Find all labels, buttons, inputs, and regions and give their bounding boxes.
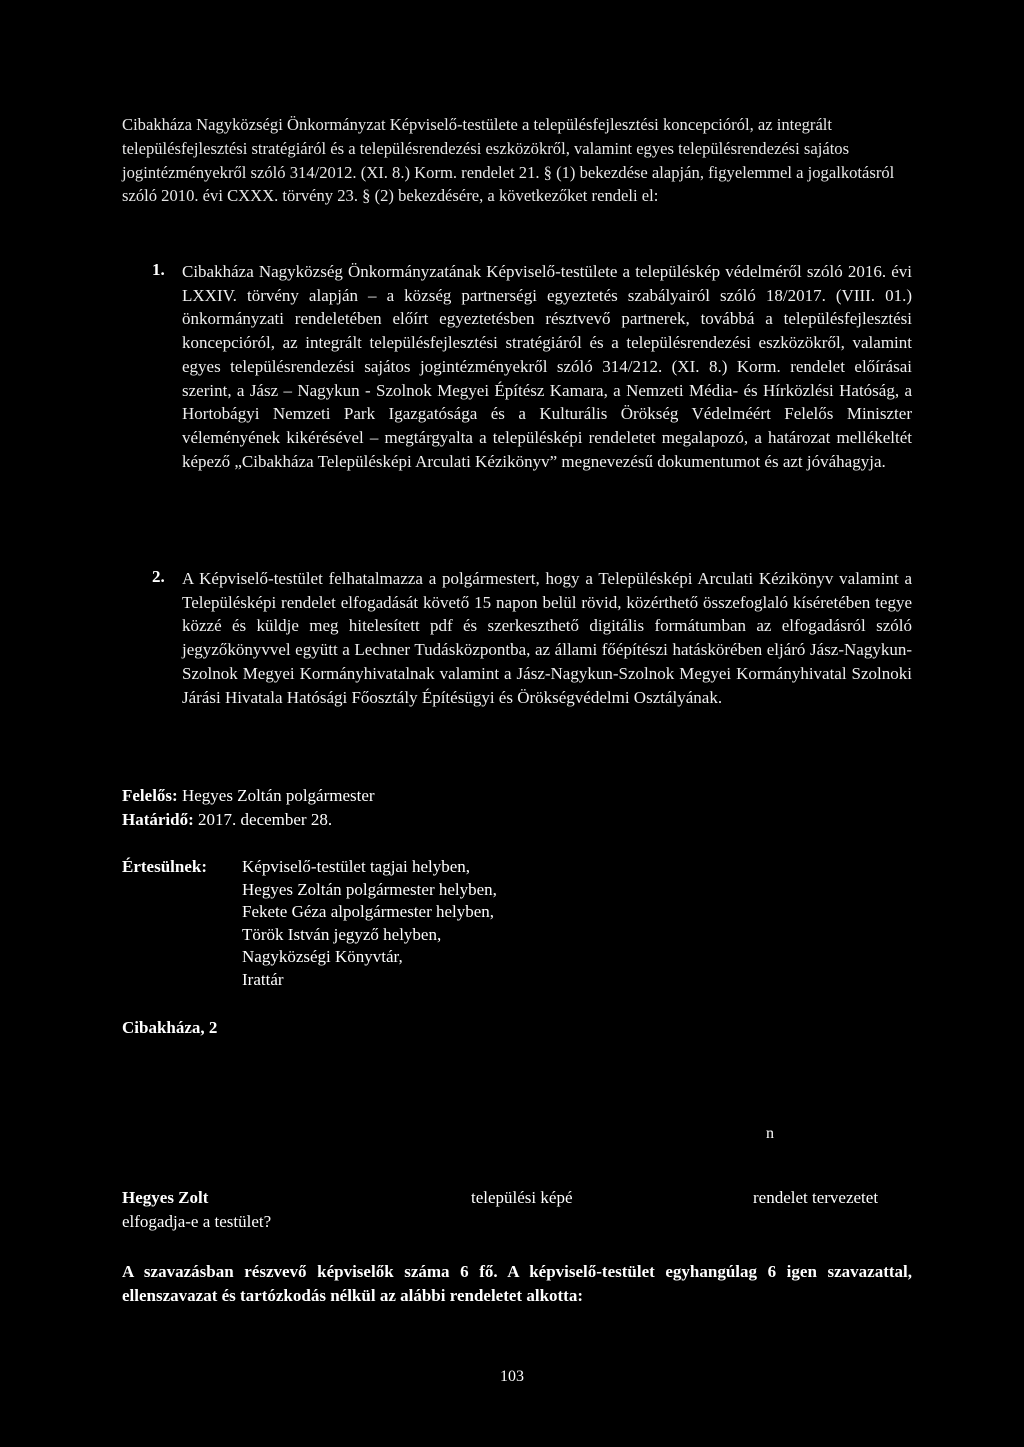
item-text: A Képviselő-testület felhatalmazza a polgármestert, hogy a Településképi Arculati Kézikönyv valamint a Településképi rendelet elfogadását követő 15 napon belül rövid, közérthető összefoglaló kíséretében tegye közzé és küldje meg hitelesített pdf és szerkeszthető digitális formátumban az elfogadásról szóló jegyzőkönyvvel együtt a Lechner Tudásközpontba, az állami főépítészi hatáskörében eljáró Jász-Nagykun-Szolnok Megyei Kormányhivatalnak valamint a Jász-Nagykun-Szolnok Megyei Kormányhivatal Szolnoki Járási Hivatala Hatósági Főosztály Építésügyi és Örökségvédelmi Osztályának. [182, 569, 912, 707]
vote-question-fragment: Hegyes Zolt [122, 1188, 209, 1207]
resolution-item-1 [152, 260, 912, 473]
recipient-item: Fekete Géza alpolgármester helyben, [242, 902, 495, 921]
resolution-item-2 [152, 567, 912, 709]
responsible-label: Felelős: [122, 786, 178, 805]
page-number: 103 [500, 1368, 524, 1385]
recipient-item: Irattár [242, 969, 284, 989]
recipient-item: Képviselő-testület tagjai helyben, [242, 857, 471, 876]
deadline-value: 2017. december 28. [198, 810, 333, 829]
vote-question-fragment: elfogadja-e a testület? [122, 1212, 272, 1231]
vote-question-fragment: települési képé [471, 1188, 573, 1207]
intro-paragraph: Cibakháza Nagyközségi Önkormányzat Képviselő-testülete a településfejlesztési koncepcióról, az integrált településfejlesztési stratégiáról és a településrendezési eszközökről, valamint egyes településrendezési sajátos jogintézményekről szóló 314/2012. (XI. 8.) Korm. rendelet 21. § (1) bekezdése alapján, figyelemmel a jogalkotásról szóló 2010. évi CXXX. törvény 23. § (2) bekezdésére, a következőket rendeli el: [122, 115, 895, 206]
vote-question-fragment: rendelet tervezetet [753, 1188, 879, 1207]
deadline-label: Határidő: [122, 810, 194, 829]
item-number: 1. [152, 260, 165, 279]
responsible-value: Hegyes Zoltán polgármester [181, 786, 375, 805]
place-date: Cibakháza, 2 [122, 1018, 218, 1037]
item-number: 2. [152, 567, 165, 586]
responsible-line [122, 784, 375, 807]
deadline-line [122, 808, 332, 831]
recipient-item: Nagyközségi Könyvtár, [242, 947, 403, 966]
recipient-item: Török István jegyző helyben, [242, 924, 442, 944]
item-text: Cibakháza Nagyközség Önkormányzatának Képviselő-testülete a településkép védelméről szóló 2016. évi LXXIV. törvény alapján – a község partnerségi egyeztetés szabályairól szóló 18/2017. (VIII. 01.) önkormányzati rendeletében előírt egyeztetésben résztvevő partnerek, továbbá a településfejlesztési koncepcióról, az integrált településfejlesztési stratégiáról és a településrendezési eszközökről, valamint egyes településrendezési sajátos jogintézményekről szóló 314/212. (XI. 8.) Korm. rendelet előírásai szerint, a Jász – Nagykun - Szolnok Megyei Építész Kamara, a Nemzeti Média- és Hírközlési Hatóság, a Hortobágyi Nemzeti Park Igazgatósága és a Kulturális Örökség Védelméért Felelős Miniszter véleményének kikérésével – megtárgyalta a településképi rendeletet megalapozó, a határozat mellékeltét képező „Cibakháza Településképi Arculati Kézikönyv” megnevezésű dokumentumot és azt jóváhagyja. [182, 262, 912, 471]
notify-label: Értesülnek: [122, 857, 207, 876]
recipient-list [242, 856, 497, 991]
notify-block [122, 856, 497, 991]
vote-result: A szavazásban részvevő képviselők száma 6 fő. A képviselő-testület egyhangúlag 6 igen szavazattal, ellenszavazat és tartózkodás nélkül az alábbi rendeletet alkotta: [122, 1262, 912, 1305]
recipient-item: Hegyes Zoltán polgármester helyben, [242, 879, 497, 899]
text-fragment: n [766, 1125, 774, 1142]
